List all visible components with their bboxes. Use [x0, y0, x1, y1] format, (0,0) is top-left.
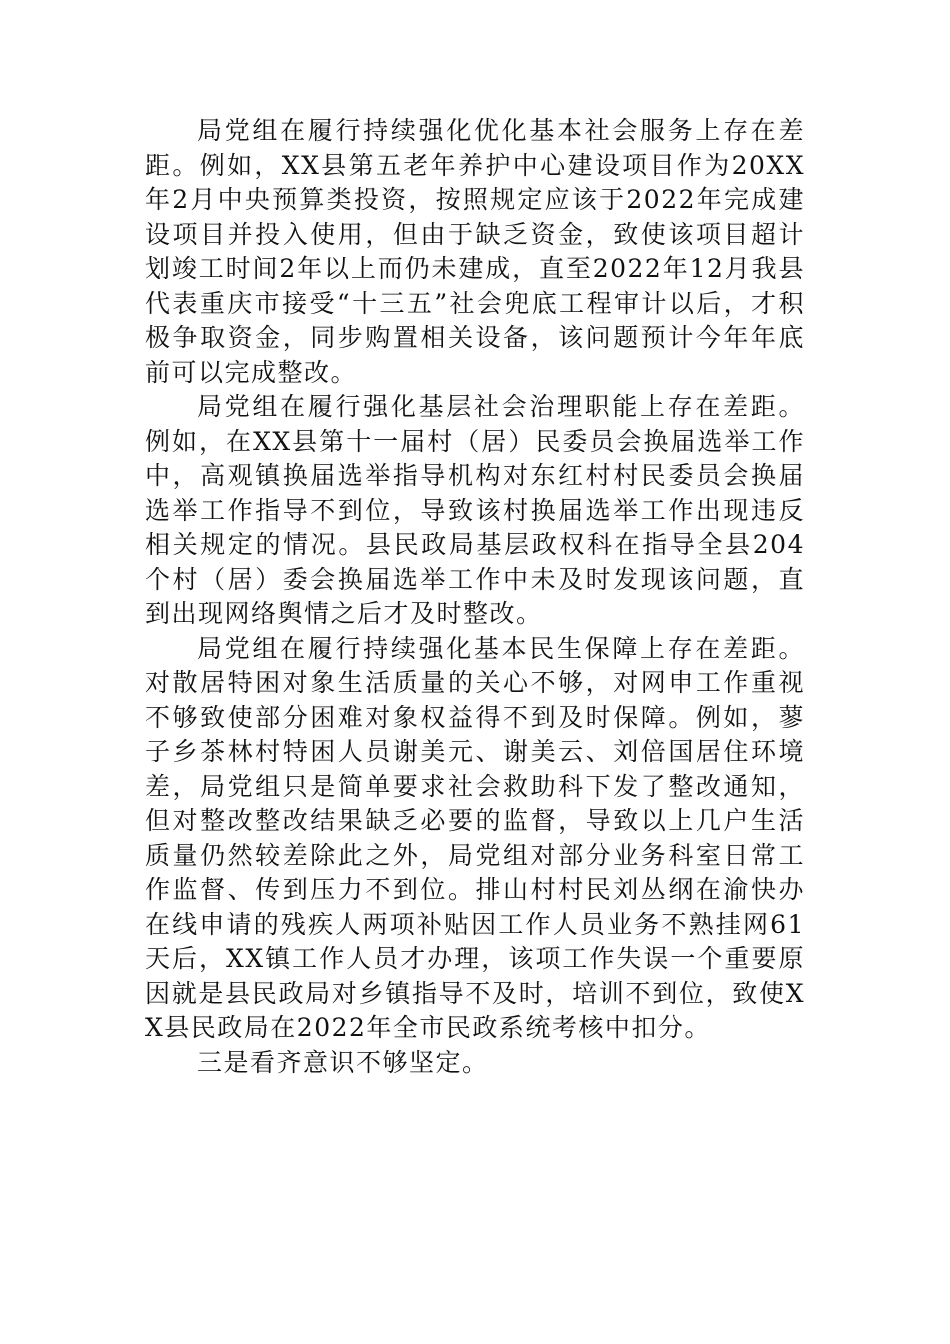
paragraph-livelihood-security: 局党组在履行持续强化基本民生保障上存在差距。对散居特困对象生活质量的关心不够，对网申工作重视不够致使部分困难对象权益得不到及时保障。例如，蓼子乡茶林村特困人员谢美元、谢美云、刘倍国居住环境差，局党组只是简单要求社会救助科下发了整改通知，但对整改整改结果缺乏必要的监督，导致以上几户生活质量仍然较差除此之外，局党组对部分业务科室日常工作监督、传到压力不到位。排山村村民刘丛纲在渝快办在线申请的残疾人两项补贴因工作人员业务不熟挂网61天后，XX镇工作人员才办理，该项工作失误一个重要原因就是县民政局对乡镇指导不及时，培训不到位，致使XX县民政局在2022年全市民政系统考核中扣分。 [145, 633, 805, 1042]
paragraph-basic-social-services: 局党组在履行持续强化优化基本社会服务上存在差距。例如，XX县第五老年养护中心建设项目作为20XX年2月中央预算类投资，按照规定应该于2022年完成建设项目并投入使用，但由于缺乏资金，致使该项目超计划竣工时间2年以上而仍未建成，直至2022年12月我县代表重庆市接受“十三五”社会兜底工程审计以后，才积极争取资金，同步购置相关设备，该问题预计今年年底前可以完成整改。 [145, 116, 805, 387]
document-body [145, 114, 805, 1080]
paragraph-grassroots-governance: 局党组在履行强化基层社会治理职能上存在差距。例如，在XX县第十一届村（居）民委员会换届选举工作中，高观镇换届选举指导机构对东红村村民委员会换届选举工作指导不到位，导致该村换届选举工作出现违反相关规定的情况。县民政局基层政权科在指导全县204个村（居）委会换届选举工作中未及时发现该问题，直到出现网络舆情之后才及时整改。 [145, 392, 805, 628]
paragraph-alignment-awareness: 三是看齐意识不够坚定。 [197, 1047, 489, 1077]
